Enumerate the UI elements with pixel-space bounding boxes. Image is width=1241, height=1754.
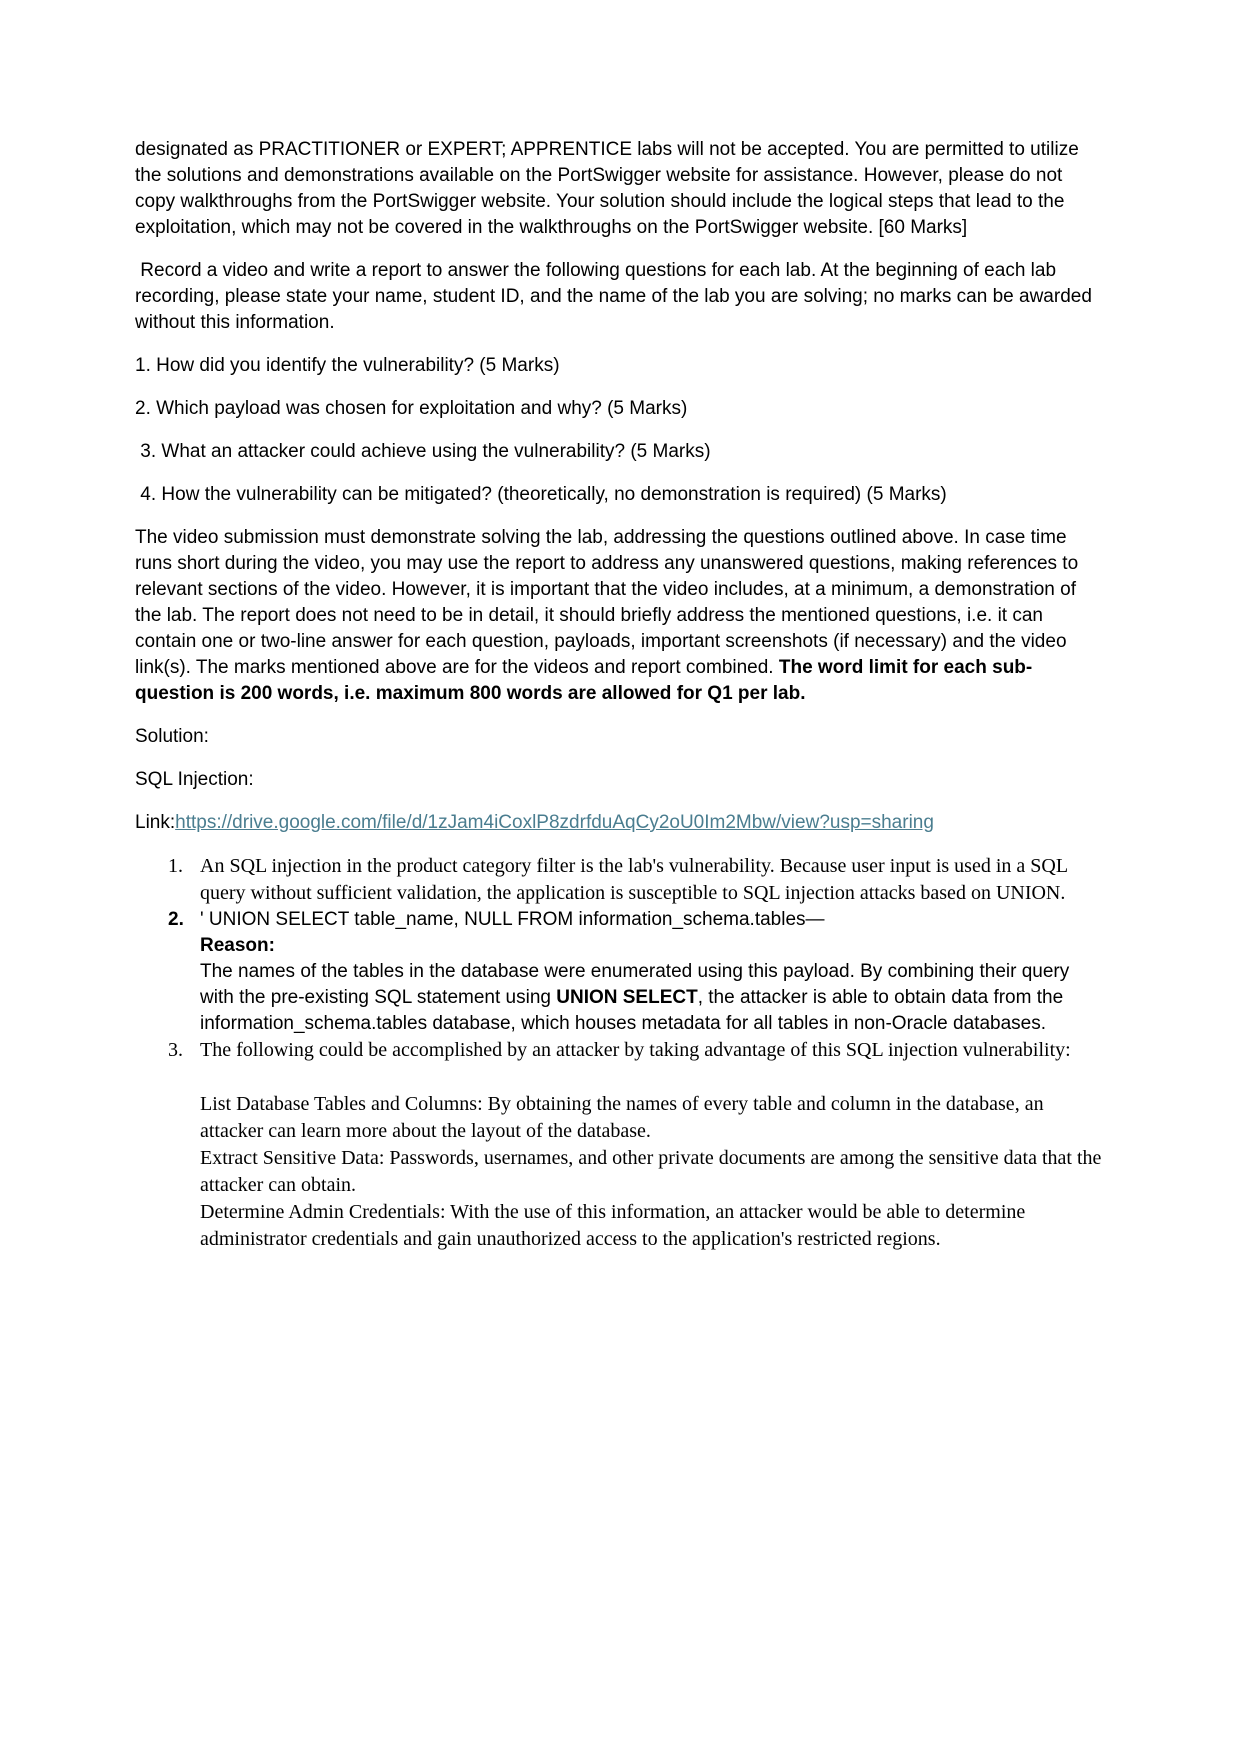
video-link-line: Link:https://drive.google.com/file/d/1zJam4iCoxlP8zdrfduAqCy2oU0Im2Mbw/view?usp=sharing	[135, 812, 934, 833]
attacker-capabilities-paragraphs	[200, 1091, 1106, 1253]
capability-list-tables: List Database Tables and Columns: By obtaining the names of every table and column in the database, an attacker can learn more about the layout of the database.	[200, 1093, 1049, 1142]
answer-item-3-marker: 3.	[168, 1039, 183, 1061]
sql-injection-label: SQL Injection:	[135, 769, 254, 790]
answer-item-1-marker: 1.	[168, 855, 183, 877]
reason-label: Reason:	[200, 935, 275, 956]
question-4: 4. How the vulnerability can be mitigated? (theoretically, no demonstration is required) (5 Marks)	[135, 484, 947, 505]
drive-link[interactable]: https://drive.google.com/file/d/1zJam4iCoxlP8zdrfduAqCy2oU0Im2Mbw/view?usp=sharing	[175, 812, 934, 833]
payload-line: ' UNION SELECT table_name, NULL FROM information_schema.tables—	[200, 909, 825, 930]
video-instructions-paragraph: Record a video and write a report to answer the following questions for each lab. At the beginning of each lab recording, please state your name, student ID, and the name of the lab you are solving; no marks can be awarded without this information.	[135, 260, 1098, 333]
question-2: 2. Which payload was chosen for exploitation and why? (5 Marks)	[135, 398, 688, 419]
answer-item-2-text	[200, 907, 1106, 1037]
submission-requirements-paragraph: The video submission must demonstrate solving the lab, addressing the questions outlined above. In case time runs short during the video, you may use the report to address any unanswered questions, making references to relevant sections of the video. However, it is important that the video includes, at a minimum, a demonstration of the lab. The report does not need to be in detail, it should briefly address the mentioned questions, i.e. it can contain one or two-line answer for each question, payloads, important screenshots (if necessary) and the video link(s). The marks mentioned above are for the videos and report combined. The word limit for each sub-question is 200 words, i.e. maximum 800 words are allowed for Q1 per lab.	[135, 527, 1084, 704]
question-3: 3. What an attacker could achieve using the vulnerability? (5 Marks)	[135, 441, 711, 462]
answer-item-2-marker: 2.	[168, 909, 184, 930]
answer-item-2	[135, 907, 1106, 1037]
question-1: 1. How did you identify the vulnerability? (5 Marks)	[135, 355, 560, 376]
intro-paragraph: designated as PRACTITIONER or EXPERT; APPRENTICE labs will not be accepted. You are permitted to utilize the solutions and demonstrations available on the PortSwigger website for assistance. However, please do not copy walkthroughs from the PortSwigger website. Your solution should include the logical steps that lead to the exploitation, which may not be covered in the walkthroughs on the PortSwigger website. [60 Marks]	[135, 139, 1085, 238]
answer-item-3-text: The following could be accomplished by an attacker by taking advantage of this SQL injection vulnerability:	[200, 1039, 1071, 1061]
solution-label: Solution:	[135, 726, 209, 747]
blank-line	[135, 1064, 1106, 1091]
answer-item-3	[135, 1037, 1106, 1064]
answer-item-1-text: An SQL injection in the product category filter is the lab's vulnerability. Because user input is used in a SQL query without sufficient validation, the application is susceptible to SQL injection attacks based on UNION.	[200, 855, 1068, 904]
answer-item-1	[135, 853, 1106, 907]
answer-list	[135, 853, 1106, 1064]
capability-admin-credentials: Determine Admin Credentials: With the use of this information, an attacker would be able to determine administrator credentials and gain unauthorized access to the application's restricted regions.	[200, 1201, 1031, 1250]
reason-body: The names of the tables in the database were enumerated using this payload. By combining their query with the pre-existing SQL statement using UNION SELECT, the attacker is able to obtain data from the information_schema.tables database, which houses metadata for all tables in non-Oracle databases.	[200, 961, 1070, 1034]
capability-extract-data: Extract Sensitive Data: Passwords, usernames, and other private documents are among the sensitive data that the attacker can obtain.	[200, 1147, 1107, 1196]
